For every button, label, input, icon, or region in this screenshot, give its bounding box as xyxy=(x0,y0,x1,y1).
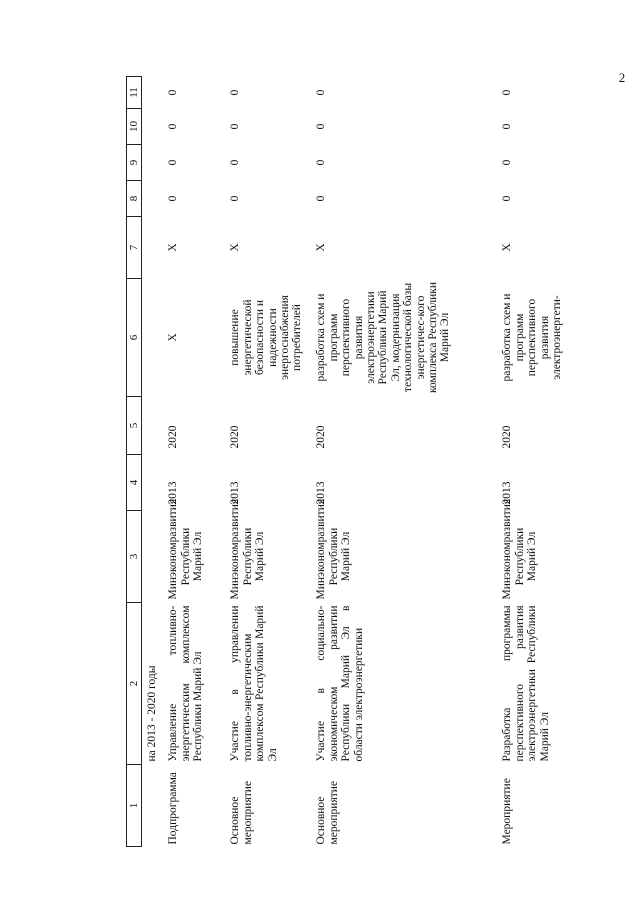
period-label: на 2013 - 2020 годы xyxy=(146,665,158,762)
row-start-year: 2013 xyxy=(229,481,242,505)
row-type: Основное мероприятие xyxy=(229,780,254,845)
col-header-5: 5 xyxy=(127,397,142,455)
row-value-10: 0 xyxy=(501,123,514,130)
row-result: повышение энергетической безопасности и надежности энергоснабжения потребителей xyxy=(229,295,304,380)
rotated-table-page xyxy=(126,77,636,847)
row-executor: Минэкономразвития Республики Марий Эл xyxy=(315,498,353,600)
row-indicator: Х xyxy=(167,243,180,252)
row-value-8: 0 xyxy=(167,195,180,202)
col-header-11: 11 xyxy=(127,77,142,109)
row-value-8: 0 xyxy=(229,195,242,202)
row-type: Мероприятие xyxy=(501,778,514,845)
col-header-2: 2 xyxy=(127,603,142,765)
row-indicator: Х xyxy=(315,243,328,252)
row-name: Разработка программы перспективного развития электроэнергетики Республики Марий Эл xyxy=(501,605,551,762)
row-executor: Минэкономразвития Республики Марий Эл xyxy=(167,498,205,600)
row-value-9: 0 xyxy=(315,159,328,166)
row-indicator: Х xyxy=(501,243,514,252)
row-result: Х xyxy=(167,333,180,342)
page-number: 2 xyxy=(618,70,626,85)
table-row xyxy=(312,77,498,847)
row-value-11: 0 xyxy=(229,89,242,96)
row-value-8: 0 xyxy=(315,195,328,202)
column-number-row xyxy=(127,77,142,847)
row-value-9: 0 xyxy=(167,159,180,166)
col-header-4: 4 xyxy=(127,455,142,511)
program-table xyxy=(126,76,572,847)
col-header-8: 8 xyxy=(127,181,142,217)
col-header-1: 1 xyxy=(127,765,142,847)
row-value-9: 0 xyxy=(229,159,242,166)
table-row xyxy=(498,77,572,847)
row-end-year: 2020 xyxy=(229,425,242,449)
row-name: Управление топливно-энергетическим комплексом Республики Марий Эл xyxy=(167,605,205,762)
row-value-10: 0 xyxy=(229,123,242,130)
row-type: Основное мероприятие xyxy=(315,780,340,845)
row-result: разработка схем и программ перспективного развития электроэнергетики Республики Марий Эл, модернизация технологической базы энергетичес-кого комплекса Республики Марий Эл xyxy=(315,281,452,394)
row-start-year: 2013 xyxy=(167,481,180,505)
col-header-3: 3 xyxy=(127,511,142,603)
row-name: Участие в социально-экономическом развитии Республики Марий Эл в области электроэнергетики xyxy=(315,605,365,762)
row-name: Участие в управлении топливно-энергетическим комплексом Республики Марий Эл xyxy=(229,605,279,762)
row-result: разработка схем и программ перспективного развития электроэнергети- xyxy=(501,293,564,382)
row-value-11: 0 xyxy=(501,89,514,96)
row-end-year: 2020 xyxy=(501,425,514,449)
row-executor: Минэкономразвития Республики Марий Эл xyxy=(501,498,539,600)
row-end-year: 2020 xyxy=(315,425,328,449)
row-start-year: 2013 xyxy=(315,481,328,505)
row-start-year: 2013 xyxy=(501,481,514,505)
table-row xyxy=(226,77,312,847)
row-value-10: 0 xyxy=(167,123,180,130)
row-value-8: 0 xyxy=(501,195,514,202)
row-executor: Минэкономразвития Республики Марий Эл xyxy=(229,498,267,600)
row-value-9: 0 xyxy=(501,159,514,166)
col-header-7: 7 xyxy=(127,217,142,279)
row-value-11: 0 xyxy=(315,89,328,96)
row-value-11: 0 xyxy=(167,89,180,96)
row-indicator: Х xyxy=(229,243,242,252)
col-header-10: 10 xyxy=(127,109,142,145)
period-row xyxy=(142,77,165,847)
row-end-year: 2020 xyxy=(167,425,180,449)
table-row xyxy=(164,77,226,847)
row-value-10: 0 xyxy=(315,123,328,130)
col-header-6: 6 xyxy=(127,279,142,397)
row-type: Подпрограмма xyxy=(167,772,180,845)
col-header-9: 9 xyxy=(127,145,142,181)
